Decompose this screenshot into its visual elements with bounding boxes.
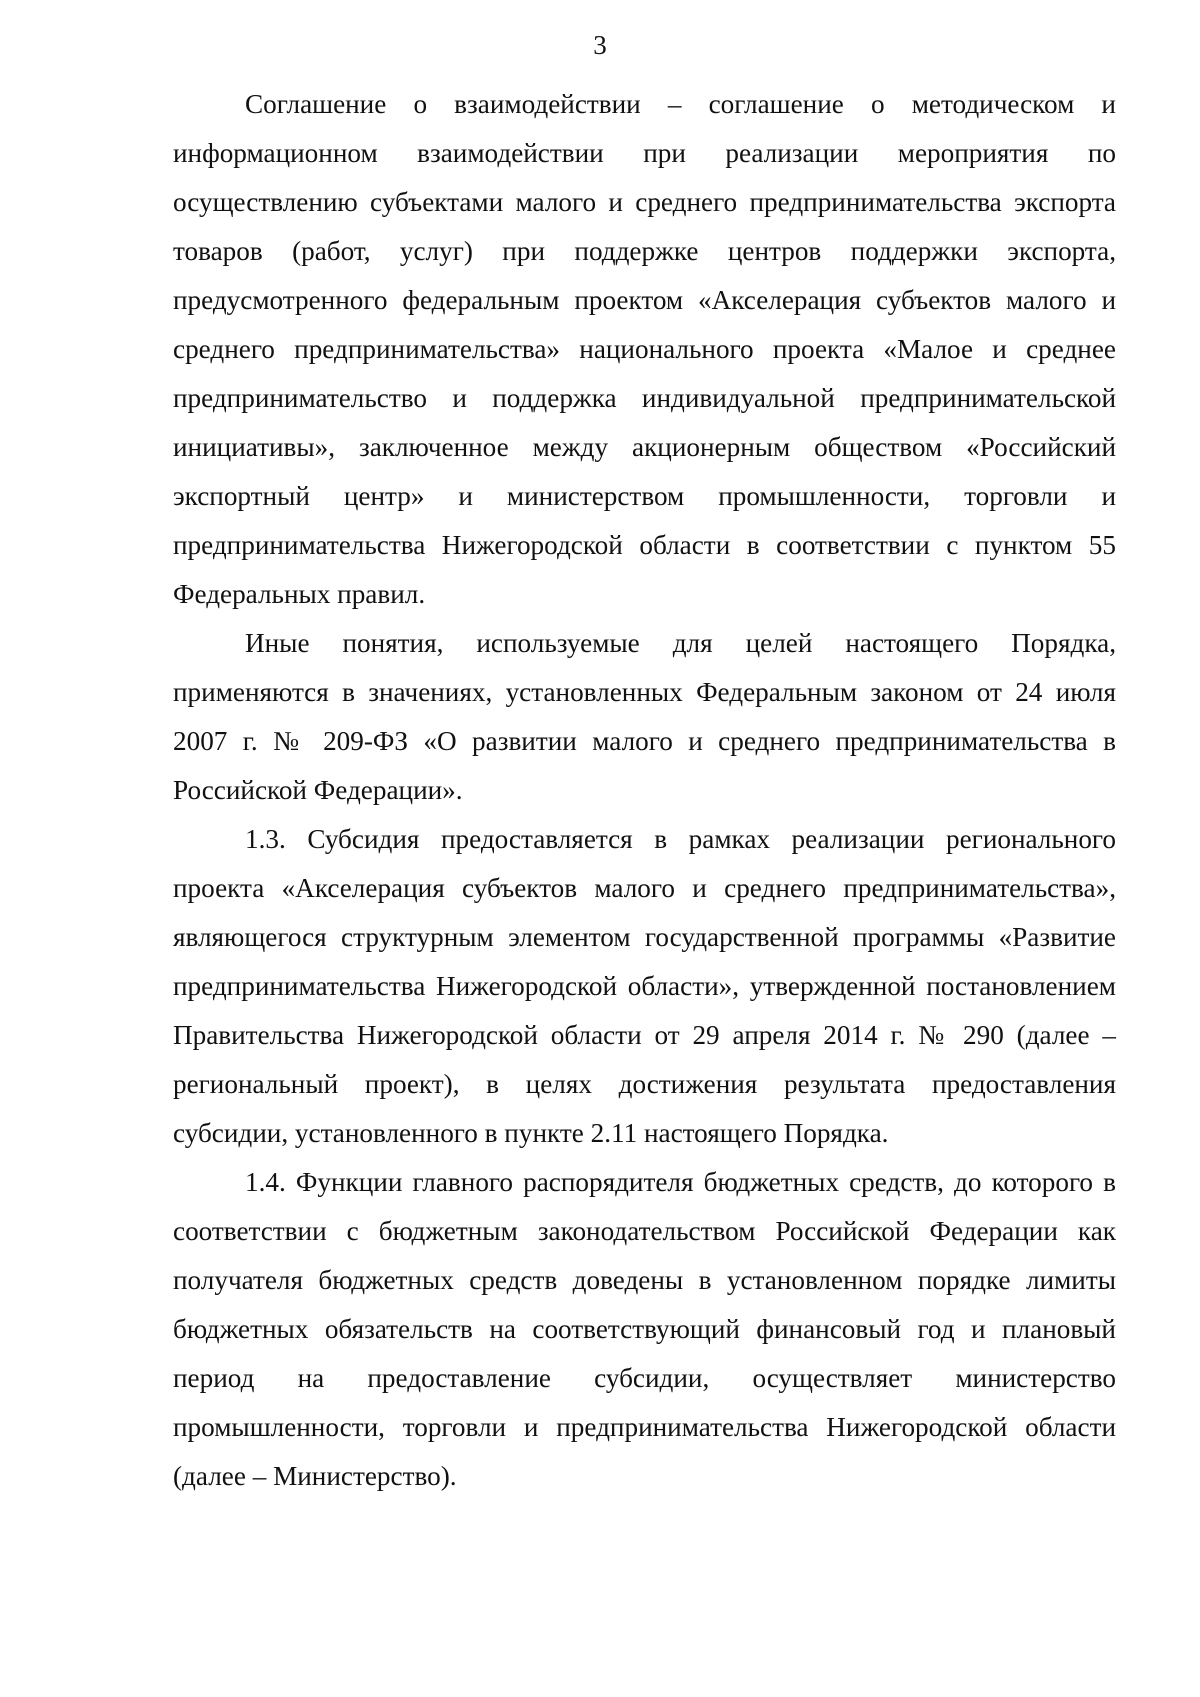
paragraph-1-3-subsidy: 1.3. Субсидия предоставляется в рамках реализации регионального проекта «Акселерация субъектов малого и среднего предпринимательства», являющегося структурным элементом государственной программы «Развитие предпринимательства Нижегородской области», утвержденной постановлением Правительства Нижегородской области от 29 апреля 2014 г. № 290 (далее – региональный проект), в целях достижения результата предоставления субсидии, установленного в пункте 2.11 настоящего Порядка. — [173, 824, 1116, 1148]
paragraph-agreement-definition: Соглашение о взаимодействии – соглашение о методическом и информационном взаимодействии при реализации мероприятия по осуществлению субъектами малого и среднего предпринимательства экспорта товаров (работ, услуг) при поддержке центров поддержки экспорта, предусмотренного федеральным проектом «Акселерация субъектов малого и среднего предпринимательства» национального проекта «Малое и среднее предпринимательство и поддержка индивидуальной предпринимательской инициативы», заключенное между акционерным обществом «Российский экспортный центр» и министерством промышленности, торговли и предпринимательства Нижегородской области в соответствии с пунктом 55 Федеральных правил. — [173, 89, 1116, 609]
document-body — [173, 80, 1116, 1501]
page-number: 3 — [593, 30, 607, 60]
paragraph-other-concepts: Иные понятия, используемые для целей настоящего Порядка, применяются в значениях, установленных Федеральным законом от 24 июля 2007 г. № 209-ФЗ «О развитии малого и среднего предпринимательства в Российской Федерации». — [173, 628, 1116, 805]
paragraph-1-4-functions: 1.4. Функции главного распорядителя бюджетных средств, до которого в соответствии с бюджетным законодательством Российской Федерации как получателя бюджетных средств доведены в установленном порядке лимиты бюджетных обязательств на соответствующий финансовый год и плановый период на предоставление субсидии, осуществляет министерство промышленности, торговли и предпринимательства Нижегородской области (далее – Министерство). — [173, 1167, 1116, 1491]
